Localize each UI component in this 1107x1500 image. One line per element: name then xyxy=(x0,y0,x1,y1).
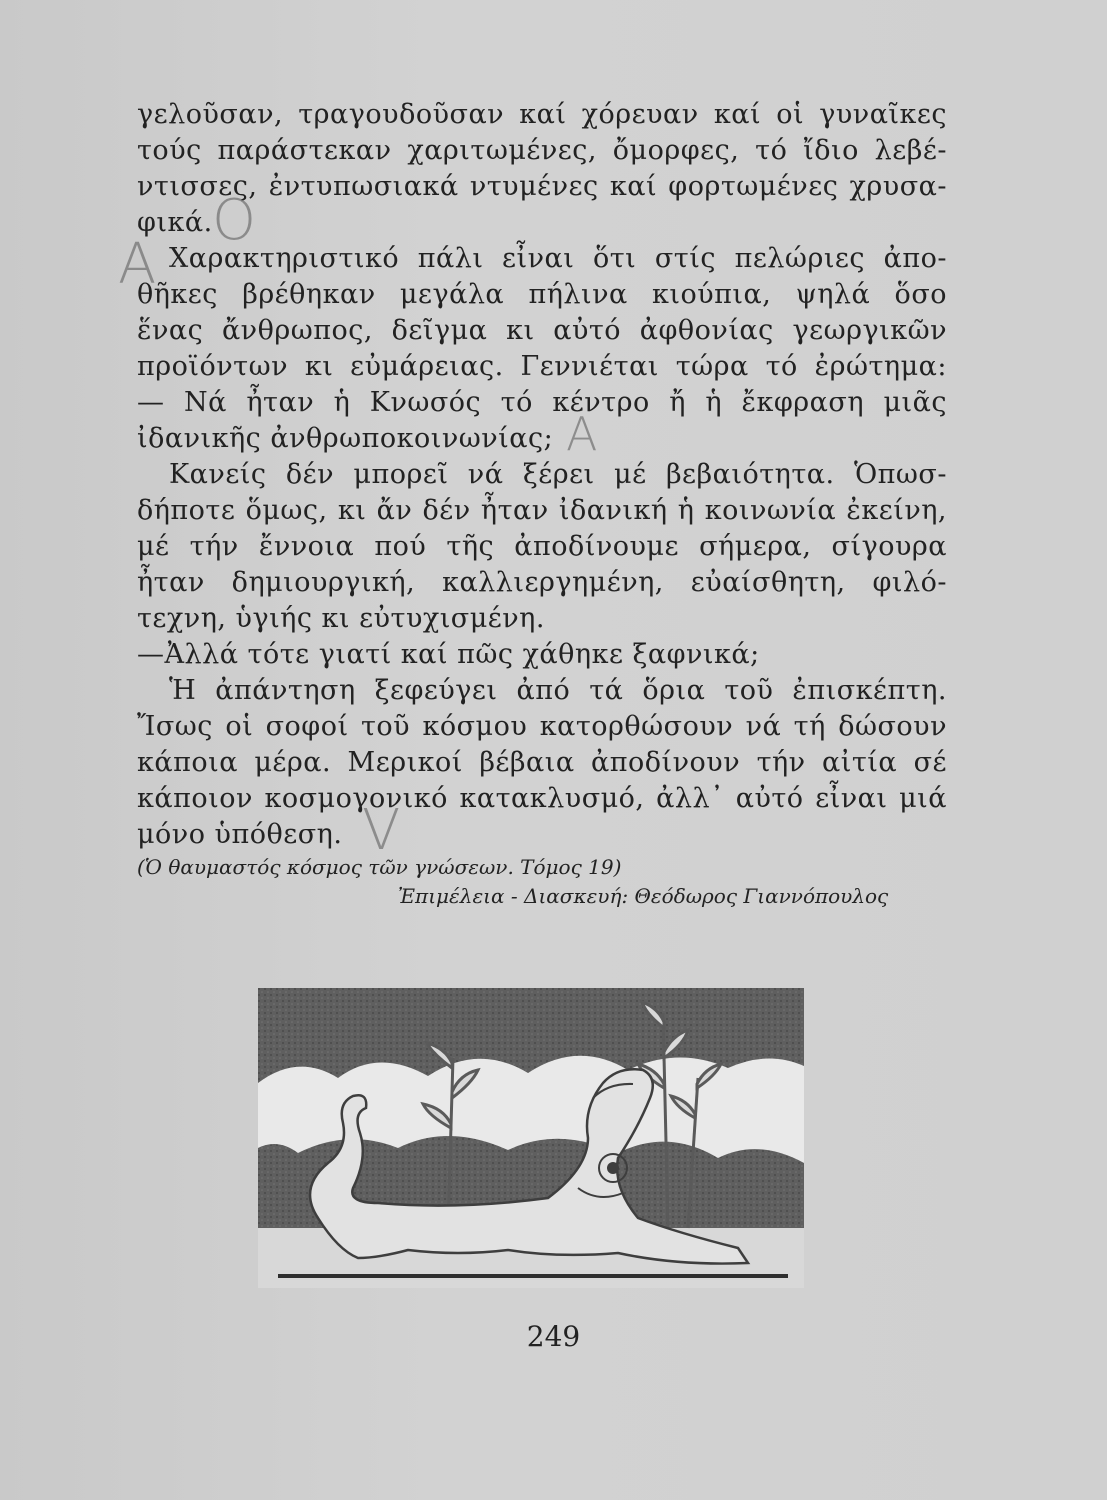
text-line: δήποτε ὅμως, κι ἄν δέν ἦταν ἰδανική ἡ κοινωνία ἐκείνη, xyxy=(137,495,947,526)
handwritten-mark: A xyxy=(118,232,157,297)
text-line: ἕνας ἄνθρωπος, δεῖγμα κι αὐτό ἀφθονίας γεωργικῶν xyxy=(137,315,947,346)
handwritten-mark: Ο xyxy=(212,188,257,253)
text-line: — Νά ἦταν ἡ Κνωσός τό κέντρο ἤ ἡ ἔκφραση μιᾶς xyxy=(137,387,947,418)
text-line: κάποια μέρα. Μερικοί βέβαια ἀποδίνουν τήν αἰτία σέ xyxy=(137,747,947,778)
fresco-illustration xyxy=(258,988,804,1288)
text-line: μόνο ὑπόθεση. xyxy=(137,819,343,850)
handwritten-mark: A xyxy=(566,407,598,461)
text-line: κάποιον κοσμογονικό κατακλυσμό, ἀλλ᾽ αὐτό εἶναι μιά xyxy=(137,783,947,814)
text-line: ντισσες, ἐντυπωσιακά ντυμένες καί φορτωμένες χρυσα- xyxy=(137,171,947,202)
page-number: 249 xyxy=(526,1320,581,1353)
text-line: Κανείς δέν μπορεῖ νά ξέρει μέ βεβαιότητα. Ὁπωσ- xyxy=(169,459,947,490)
text-line: Ἡ ἀπάντηση ξεφεύγει ἀπό τά ὅρια τοῦ ἐπισκέπτη. xyxy=(169,675,947,706)
text-line: ἦταν δημιουργική, καλλιεργημένη, εὐαίσθητη, φιλό- xyxy=(137,567,947,598)
text-line: τούς παράστεκαν χαριτωμένες, ὄμορφες, τό ἴδιο λεβέ- xyxy=(137,135,947,166)
text-line: ἰδανικῆς ἀνθρωποκοινωνίας; xyxy=(137,423,554,454)
text-line: μέ τήν ἔννοια πού τῆς ἀποδίνουμε σήμερα, σίγουρα xyxy=(137,531,947,562)
citation-source: (Ὁ θαυμαστός κόσμος τῶν γνώσεων. Τόμος 19) xyxy=(137,855,622,879)
text-line: φικά. xyxy=(137,207,213,238)
citation-editor: Ἐπιμέλεια - Διασκευή: Θεόδωρος Γιαννόπουλος xyxy=(398,884,889,908)
text-line: θῆκες βρέθηκαν μεγάλα πήλινα κιούπια, ψηλά ὅσο xyxy=(137,279,947,310)
body-text xyxy=(137,97,947,853)
text-line: γελοῦσαν, τραγουδοῦσαν καί χόρευαν καί οἱ γυναῖκες xyxy=(137,99,947,130)
text-line: Χαρακτηριστικό πάλι εἶναι ὅτι στίς πελώριες ἀπο- xyxy=(169,243,947,274)
text-line: τεχνη, ὑγιής κι εὐτυχισμένη. xyxy=(137,603,545,634)
text-line: —Ἀλλά τότε γιατί καί πῶς χάθηκε ξαφνικά; xyxy=(137,639,760,670)
handwritten-mark: V xyxy=(362,798,401,863)
text-line: Ἴσως οἱ σοφοί τοῦ κόσμου κατορθώσουν νά τή δώσουν xyxy=(137,711,947,742)
text-line: προϊόντων κι εὐμάρειας. Γεννιέται τώρα τό ἐρώτημα: xyxy=(137,351,947,382)
